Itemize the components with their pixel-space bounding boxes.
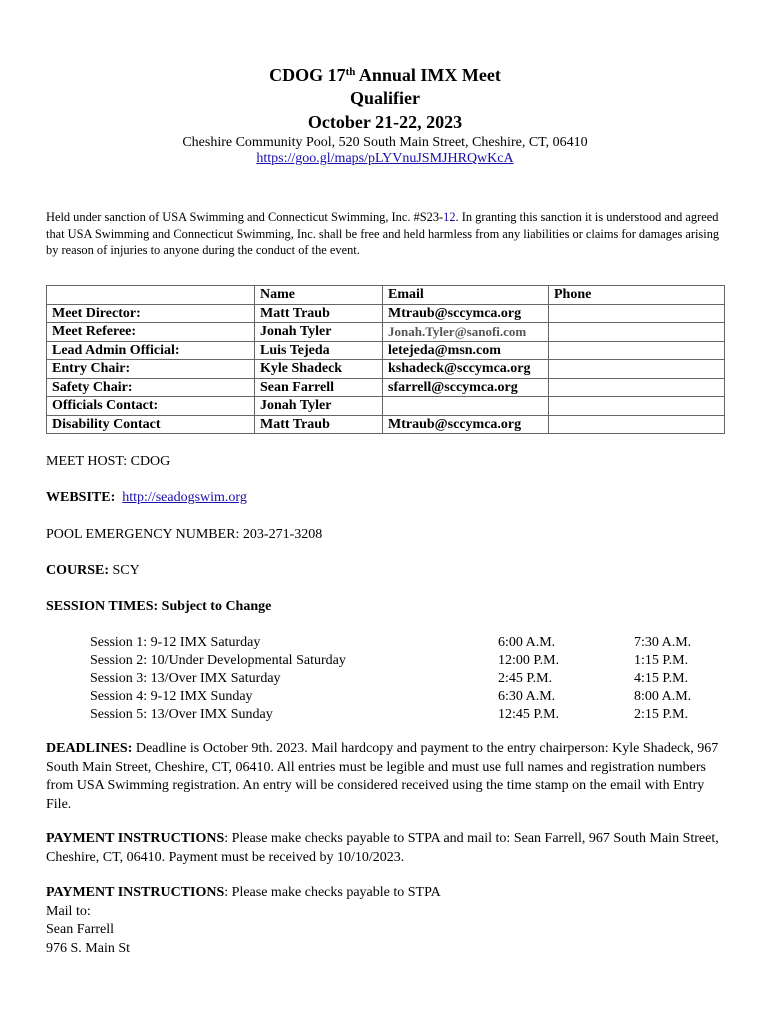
payment-instructions-1: PAYMENT INSTRUCTIONS: Please make checks payable to STPA and mail to: Sean Farrell, 967 South Main Street, Cheshire, CT, 06410. Payment must be received by 10/10/2023. [46,831,719,865]
header-phone: Phone [549,286,725,305]
address: Cheshire Community Pool, 520 South Main Street, Cheshire, CT, 06410 [182,135,588,150]
title-line-2: Qualifier [350,88,420,108]
list-item: Session 2: 10/Under Developmental Saturday [90,653,346,668]
table-row: Lead Admin Official: Luis Tejeda letejeda@msn.com [47,341,725,360]
session-times-heading: SESSION TIMES: Subject to Change [46,599,272,614]
sanction-paragraph: Held under sanction of USA Swimming and Connecticut Swimming, Inc. #S23-12. In granting this sanction it is understood and agreed that USA Swimming and Connecticut Swimming, Inc. shall be free and held harmless from any liabilities or claims for damages arising by reason of injuries to anyone during the conduct of the event. [46,210,720,257]
sanction-number: 12 [443,210,456,224]
list-item: Session 3: 13/Over IMX Saturday [90,671,281,686]
deadlines-paragraph: DEADLINES: Deadline is October 9th. 2023. Mail hardcopy and payment to the entry chairperson: Kyle Shadeck, 967 South Main Street, Cheshire, CT, 06410. All entries must be legible and must use full names and registration numbers from USA Swimming registration. An entry will be considered received using the time stamp on the email with Entry File. [46,741,719,812]
table-row: Officials Contact: Jonah Tyler [47,397,725,416]
table-row: Disability Contact Matt Traub Mtraub@sccymca.org [47,415,725,434]
payment-instructions-2: PAYMENT INSTRUCTIONS: Please make checks payable to STPA Mail to: Sean Farrell 976 S. Main St [46,884,726,958]
list-item: Session 5: 13/Over IMX Sunday [90,707,273,722]
table-row: Entry Chair: Kyle Shadeck kshadeck@sccymca.org [47,360,725,379]
table-row: Meet Director: Matt Traub Mtraub@sccymca.org [47,304,725,323]
website-row: WEBSITE: http://seadogswim.org [46,490,247,505]
list-item: Session 4: 9-12 IMX Sunday [90,689,253,704]
session-names [90,634,346,724]
website-link[interactable]: http://seadogswim.org [122,490,247,505]
header-email: Email [383,286,549,305]
session-start-times: 7:30 A.M. 1:15 P.M. 4:15 P.M. 8:00 A.M. 2:15 P.M. [634,635,692,722]
meet-host: MEET HOST: CDOG [46,454,171,469]
title-date: October 21-22, 2023 [307,112,463,132]
header-name: Name [255,286,383,305]
map-link-row [0,151,770,167]
session-warmup-times: 6:00 A.M. 12:00 P.M. 2:45 P.M. 6:30 A.M. 12:45 P.M. [498,635,560,722]
table-row: Meet Referee: Jonah Tyler Jonah.Tyler@sanofi.com [47,323,725,342]
table-row: Safety Chair: Sean Farrell sfarrell@sccymca.org [47,378,725,397]
staff-table [46,285,725,434]
pool-emergency-number: POOL EMERGENCY NUMBER: 203-271-3208 [46,527,323,542]
title-line-1: CDOG 17th Annual IMX Meet [269,65,501,85]
mail-address-line: 976 S. Main St [46,940,131,956]
mail-name-line: Sean Farrell [46,922,115,937]
mail-to-line: Mail to: [46,903,91,919]
map-link[interactable]: https://goo.gl/maps/pLYVnuJSMJHRQwKcA [256,151,514,166]
list-item: Session 1: 9-12 IMX Saturday [90,635,261,650]
table-header-row [47,286,725,305]
course-row: COURSE: SCY [46,563,140,578]
